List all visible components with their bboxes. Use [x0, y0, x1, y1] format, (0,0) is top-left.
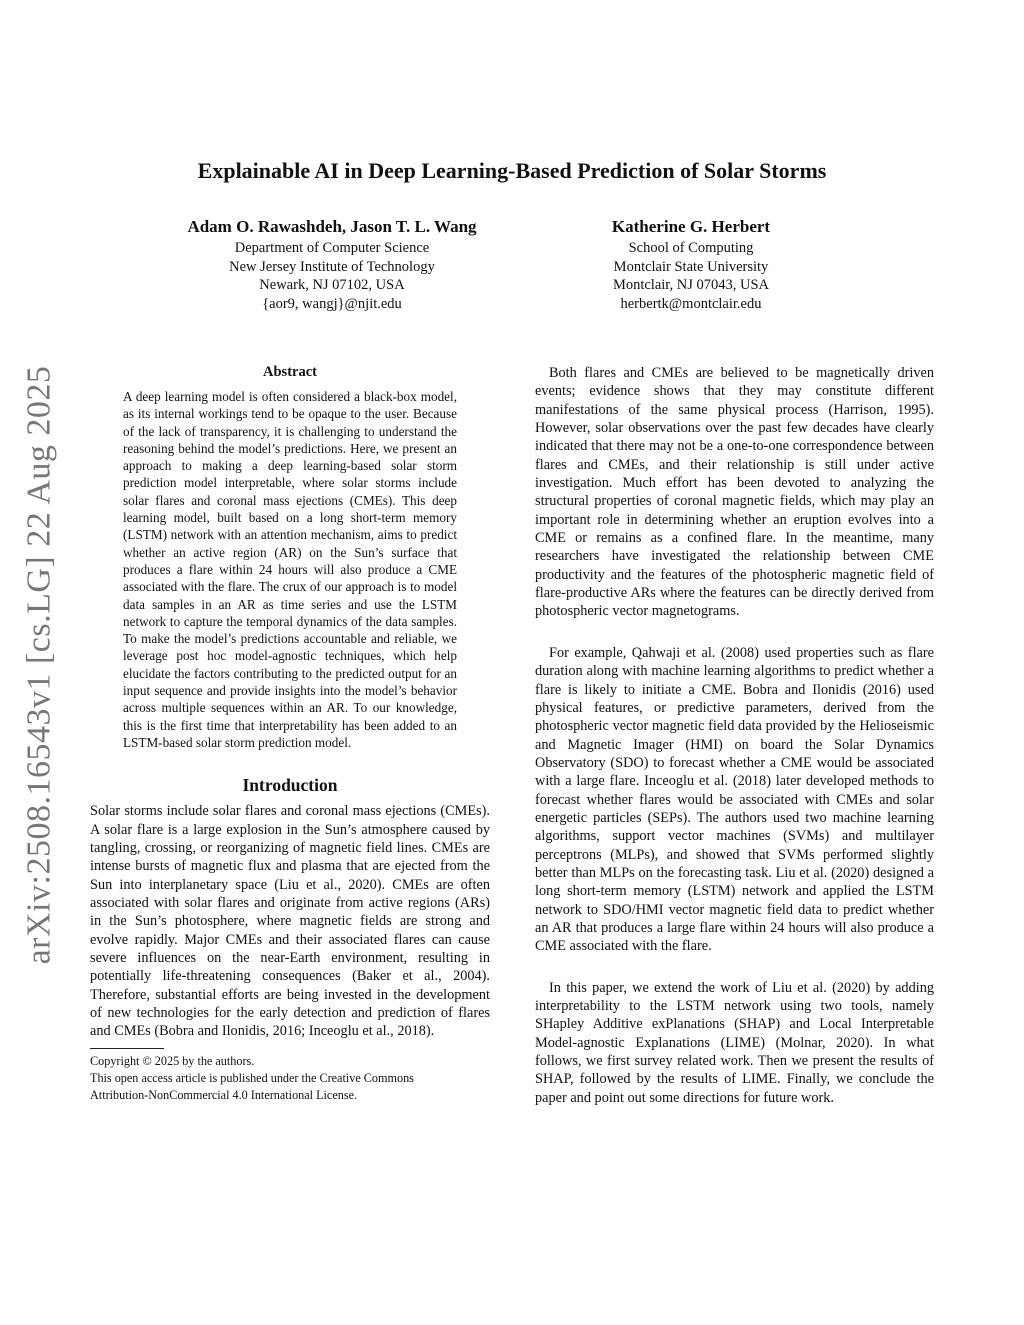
author-block-2	[560, 216, 822, 313]
author-names: Katherine G. Herbert	[611, 217, 771, 236]
footnote-copyright: Copyright © 2025 by the authors.	[90, 1053, 255, 1068]
body-paragraph-prior-work: For example, Qahwaji et al. (2008) used properties such as flare duration along with machine learning algorithms to predict whether a flare is likely to initiate a CME. Bobra and Ilonidis (2016) used physical features, or predictive parameters, derived from the photospheric vector magnetic field data provided by the Helioseismic and Magnetic Imager (HMI) on board the Solar Dynamics Observatory (SDO) to forecast whether a CME would be associated with a large flare. Inceoglu et al. (2018) later developed methods to forecast whether flares would be associated with CMEs and solar energetic particles (SEPs). The authors used two machine learning algorithms, support vector machines (SVMs) and multilayer perceptrons (MLPs), and showed that SVMs performed slightly better than MLPs on the forecasting task. Liu et al. (2020) designed a long short-term memory (LSTM) network and applied the LSTM network to SDO/HMI vector magnetic field data to predict whether an AR that produces a large flare within 24 hours will also produce a CME associated with the flare.	[535, 644, 934, 955]
paper-title: Explainable AI in Deep Learning-Based Prediction of Solar Storms	[197, 158, 827, 183]
introduction-heading: Introduction	[242, 775, 338, 796]
author-affiliation-institution: Montclair State University	[613, 258, 769, 275]
arxiv-id: arXiv:2508.16543v1 [cs.LG] 22 Aug 2025	[20, 365, 58, 965]
author-affiliation-department: Department of Computer Science	[234, 240, 430, 256]
body-paragraph-contribution: In this paper, we extend the work of Liu et al. (2020) by adding interpretability to the LSTM network using two tools, namely SHapley Additive exPlanations (SHAP) and Local Interpretable Model-agnostic Explanations (LIME) (Molnar, 2020). In what follows, we first survey related work. Then we present the results of SHAP, followed by the results of LIME. Finally, we conclude the paper and point out some directions for future work.	[535, 979, 934, 1106]
author-address: Montclair, NJ 07043, USA	[612, 277, 770, 293]
footnote-license-line-1: This open access article is published under the Creative Commons	[90, 1070, 414, 1085]
right-column	[535, 364, 934, 1107]
author-email: {aor9, wangj}@njit.edu	[262, 295, 402, 312]
author-names: Adam O. Rawashdeh, Jason T. L. Wang	[187, 217, 477, 236]
author-address: Newark, NJ 07102, USA	[259, 277, 405, 293]
author-affiliation-institution: New Jersey Institute of Technology	[229, 258, 435, 275]
body-paragraph-flares-cmes: Both flares and CMEs are believed to be magnetically driven events; evidence shows that they may constitute different manifestations of the same physical process (Harrison, 1995). However, solar observations over the past few decades have clearly indicated that there may not be a one-to-one correspondence between flares and CMEs, and their relationship is still under active investigation. Much effort has been devoted to analyzing the structural properties of coronal magnetic fields, which may play an important role in determining whether an eruption evolves into a CME or remains as a confined flare. In the meantime, many researchers have investigated the relationship between CME productivity and the features of the photospheric magnetic field of flare-productive ARs where the features can be directly derived from photospheric vector magnetograms.	[535, 365, 934, 620]
left-column	[90, 364, 490, 1104]
footnote-license-line-2: Attribution-NonCommercial 4.0 International License.	[90, 1087, 358, 1102]
author-email: herbertk@montclair.edu	[620, 295, 762, 312]
abstract-heading: Abstract	[263, 364, 317, 380]
author-block-1	[150, 216, 514, 313]
abstract-text: A deep learning model is often considered a black-box model, as its internal workings tend to be opaque to the user. Because of the lack of transparency, it is challenging to understand the reasoning behind the model’s predictions. Here, we present an approach to making a deep learning-based solar storm prediction model interpretable, where solar storms include solar flares and coronal mass ejections (CMEs). This deep learning model, built based on a long short-term memory (LSTM) network with an attention mechanism, aims to predict whether an active region (AR) on the Sun’s surface that produces a flare within 24 hours will also produce a CME associated with the flare. The crux of our approach is to model data samples in an AR as time series and use the LSTM network to capture the temporal dynamics of the data samples. To make the model’s predictions accountable and reliable, we leverage post hoc model-agnostic techniques, which help elucidate the factors contributing to the predicted output for an input sequence and provide insights into the model’s behavior across multiple sequences within an AR. To our knowledge, this is the first time that interpretability has been added to an LSTM-based solar storm prediction model.	[123, 389, 457, 750]
author-affiliation-department: School of Computing	[628, 240, 754, 256]
arxiv-sidebar-stamp	[14, 365, 64, 965]
introduction-paragraph-1: Solar storms include solar flares and coronal mass ejections (CMEs). A solar flare is a large explosion in the Sun’s atmosphere caused by tangling, crossing, or reorganizing of magnetic field lines. CMEs are intense bursts of magnetic flux and plasma that are ejected from the Sun into interplanetary space (Liu et al., 2020). CMEs are often associated with solar flares and originate from active regions (ARs) in the Sun’s photosphere, where magnetic fields are strong and evolve rapidly. Major CMEs and their associated flares can cause severe influences on the near-Earth environment, resulting in potentially life-threatening consequences (Baker et al., 2004). Therefore, substantial efforts are being invested in the development of new technologies for the early detection and prediction of flares and CMEs (Bobra and Ilonidis, 2016; Inceoglu et al., 2018).	[90, 803, 490, 1040]
footnote-divider	[90, 1048, 164, 1049]
